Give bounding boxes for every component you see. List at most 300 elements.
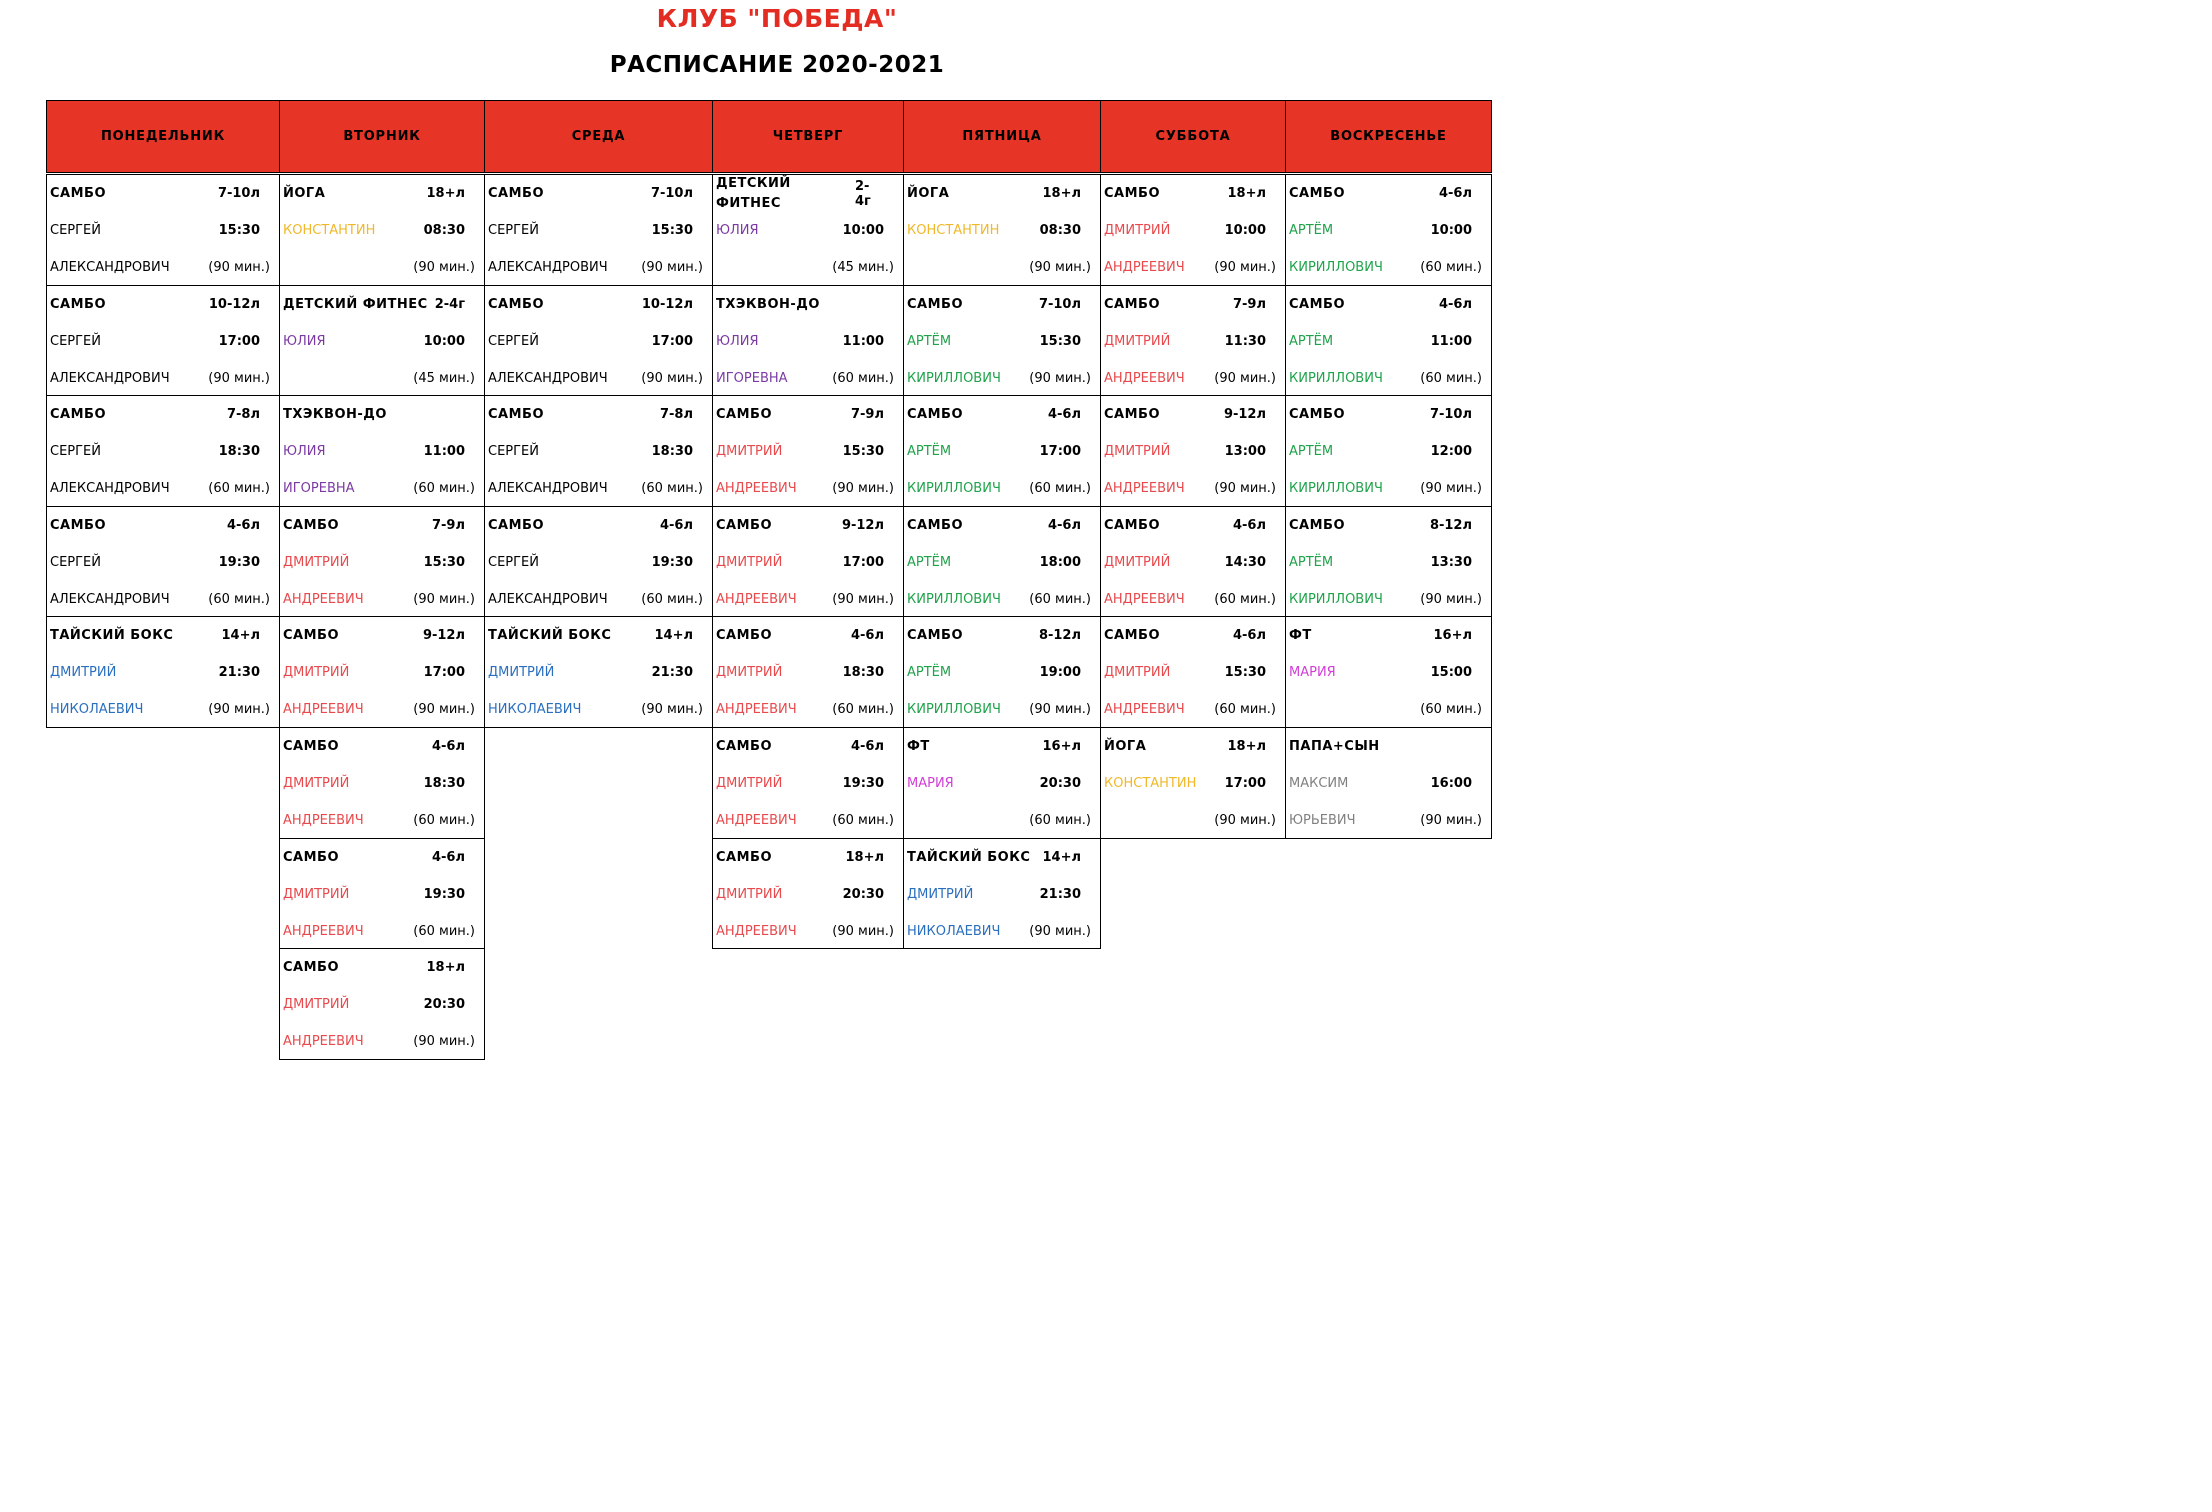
day-header: ЧЕТВЕРГ — [712, 100, 904, 173]
class-duration: (90 мин.) — [1420, 481, 1482, 496]
class-cell — [903, 506, 1101, 617]
class-duration: (90 мин.) — [413, 592, 475, 607]
class-name: САМБО — [1289, 517, 1345, 533]
trainer-first-name: АРТЁМ — [907, 334, 952, 349]
trainer-first-name: ДМИТРИЙ — [907, 887, 974, 902]
class-time: 19:00 — [1039, 665, 1081, 680]
class-name: ФТ — [907, 738, 930, 754]
class-name: САМБО — [283, 738, 339, 754]
class-duration: (60 мин.) — [832, 371, 894, 386]
class-name: ТАЙСКИЙ БОКС — [488, 627, 612, 643]
class-duration: (90 мин.) — [208, 702, 270, 717]
class-duration: (90 мин.) — [1420, 592, 1482, 607]
age-group: 7-10л — [1038, 297, 1081, 312]
class-name: САМБО — [1104, 296, 1160, 312]
class-duration: (60 мин.) — [413, 481, 475, 496]
day-header: ВОСКРЕСЕНЬЕ — [1285, 100, 1492, 173]
trainer-first-name: ДМИТРИЙ — [716, 887, 783, 902]
trainer-patronymic: АНДРЕЕВИЧ — [716, 702, 797, 717]
class-cell — [46, 616, 280, 728]
day-header: ВТОРНИК — [279, 100, 485, 173]
trainer-patronymic: АНДРЕЕВИЧ — [1104, 592, 1185, 607]
trainer-patronymic: ИГОРЕВНА — [283, 481, 355, 496]
class-cell — [1100, 727, 1286, 839]
age-group: 7-8л — [226, 407, 260, 422]
class-cell — [712, 395, 904, 507]
class-cell — [279, 506, 485, 617]
trainer-patronymic: АНДРЕЕВИЧ — [716, 592, 797, 607]
class-time: 17:00 — [1039, 444, 1081, 459]
trainer-patronymic: АНДРЕЕВИЧ — [1104, 481, 1185, 496]
age-group: 8-12л — [1038, 628, 1081, 643]
class-time: 18:30 — [423, 776, 465, 791]
class-time: 10:00 — [1430, 223, 1472, 238]
class-duration: (90 мин.) — [1214, 481, 1276, 496]
class-name: САМБО — [283, 849, 339, 865]
class-time: 10:00 — [842, 223, 884, 238]
class-name: САМБО — [50, 296, 106, 312]
trainer-first-name: КОНСТАНТИН — [1104, 776, 1197, 791]
class-duration: (90 мин.) — [1420, 813, 1482, 828]
class-cell — [1285, 174, 1492, 286]
class-duration: (60 мин.) — [1420, 702, 1482, 717]
class-name: САМБО — [716, 406, 772, 422]
trainer-first-name: КОНСТАНТИН — [283, 223, 376, 238]
class-cell — [484, 174, 713, 286]
class-cell — [279, 727, 485, 839]
class-cell — [903, 616, 1101, 728]
class-name: ДЕТСКИЙ ФИТНЕС — [716, 175, 791, 211]
class-time: 18:30 — [651, 444, 693, 459]
trainer-first-name: СЕРГЕЙ — [488, 555, 539, 570]
class-cell — [1100, 506, 1286, 617]
age-group: 16+л — [1433, 628, 1472, 643]
class-cell — [1100, 395, 1286, 507]
trainer-first-name: ЮЛИЯ — [283, 334, 326, 349]
trainer-first-name: ДМИТРИЙ — [1104, 555, 1171, 570]
age-group: 4-6л — [850, 739, 884, 754]
trainer-first-name: ДМИТРИЙ — [1104, 444, 1171, 459]
class-duration: (60 мин.) — [413, 813, 475, 828]
class-duration: (60 мин.) — [208, 481, 270, 496]
trainer-first-name: СЕРГЕЙ — [50, 444, 101, 459]
trainer-first-name: АРТЁМ — [1289, 334, 1334, 349]
class-name: ПАПА+СЫН — [1289, 738, 1380, 754]
class-name: ЙОГА — [283, 185, 326, 201]
class-cell — [1285, 506, 1492, 617]
age-group: 7-10л — [1429, 407, 1472, 422]
class-cell — [279, 838, 485, 949]
class-duration: (90 мин.) — [1214, 813, 1276, 828]
class-duration: (60 мин.) — [413, 924, 475, 939]
class-name: САМБО — [1104, 627, 1160, 643]
trainer-patronymic: АЛЕКСАНДРОВИЧ — [50, 371, 170, 386]
class-duration: (60 мин.) — [1029, 813, 1091, 828]
age-group: 4-6л — [1438, 297, 1472, 312]
class-name: САМБО — [716, 627, 772, 643]
trainer-first-name: СЕРГЕЙ — [488, 334, 539, 349]
trainer-patronymic: АНДРЕЕВИЧ — [716, 813, 797, 828]
trainer-first-name: КОНСТАНТИН — [907, 223, 1000, 238]
class-name: САМБО — [488, 185, 544, 201]
class-name: САМБО — [1104, 517, 1160, 533]
age-group: 7-10л — [217, 186, 260, 201]
class-duration: (60 мин.) — [1029, 592, 1091, 607]
age-group: 4-6л — [1047, 518, 1081, 533]
trainer-first-name: МАРИЯ — [907, 776, 954, 791]
class-name: САМБО — [283, 517, 339, 533]
class-name: САМБО — [716, 849, 772, 865]
class-time: 12:00 — [1430, 444, 1472, 459]
trainer-first-name: ДМИТРИЙ — [283, 776, 350, 791]
trainer-patronymic: АНДРЕЕВИЧ — [283, 813, 364, 828]
class-name: САМБО — [50, 517, 106, 533]
trainer-patronymic: КИРИЛЛОВИЧ — [1289, 592, 1383, 607]
trainer-first-name: СЕРГЕЙ — [50, 555, 101, 570]
trainer-patronymic: АНДРЕЕВИЧ — [283, 924, 364, 939]
age-group: 4-6л — [1438, 186, 1472, 201]
class-duration: (60 мин.) — [1420, 260, 1482, 275]
class-duration: (60 мин.) — [1214, 702, 1276, 717]
class-duration: (90 мин.) — [832, 924, 894, 939]
trainer-patronymic: НИКОЛАЕВИЧ — [488, 702, 582, 717]
age-group: 4-6л — [226, 518, 260, 533]
class-cell — [1285, 616, 1492, 728]
age-group: 4-6л — [1232, 518, 1266, 533]
class-name: ЙОГА — [907, 185, 950, 201]
class-duration: (60 мин.) — [641, 481, 703, 496]
class-time: 18:30 — [218, 444, 260, 459]
class-duration: (90 мин.) — [1029, 260, 1091, 275]
trainer-patronymic: АНДРЕЕВИЧ — [716, 481, 797, 496]
class-time: 14:30 — [1224, 555, 1266, 570]
trainer-first-name: АРТЁМ — [1289, 444, 1334, 459]
class-name: ФТ — [1289, 627, 1312, 643]
trainer-first-name: СЕРГЕЙ — [488, 444, 539, 459]
class-cell — [46, 285, 280, 396]
class-name: САМБО — [488, 517, 544, 533]
class-time: 13:30 — [1430, 555, 1472, 570]
age-group: 7-10л — [650, 186, 693, 201]
class-duration: (90 мин.) — [1214, 371, 1276, 386]
trainer-first-name: ЮЛИЯ — [283, 444, 326, 459]
class-time: 21:30 — [651, 665, 693, 680]
trainer-patronymic: АНДРЕЕВИЧ — [1104, 371, 1185, 386]
age-group: 9-12л — [841, 518, 884, 533]
class-name: САМБО — [716, 517, 772, 533]
class-time: 15:00 — [1430, 665, 1472, 680]
trainer-first-name: СЕРГЕЙ — [50, 223, 101, 238]
class-time: 15:30 — [423, 555, 465, 570]
trainer-first-name: ДМИТРИЙ — [488, 665, 555, 680]
trainer-patronymic: АНДРЕЕВИЧ — [283, 702, 364, 717]
class-cell — [1285, 395, 1492, 507]
class-time: 17:00 — [423, 665, 465, 680]
age-group: 18+л — [1042, 186, 1081, 201]
class-duration: (60 мин.) — [1029, 481, 1091, 496]
class-name: САМБО — [283, 627, 339, 643]
class-cell — [1100, 616, 1286, 728]
class-cell — [712, 174, 904, 286]
class-cell — [903, 174, 1101, 286]
class-cell — [279, 174, 485, 286]
age-group: 18+л — [1227, 186, 1266, 201]
trainer-patronymic: КИРИЛЛОВИЧ — [1289, 371, 1383, 386]
class-time: 10:00 — [1224, 223, 1266, 238]
class-name: САМБО — [50, 406, 106, 422]
class-time: 17:00 — [1224, 776, 1266, 791]
class-duration: (90 мин.) — [641, 260, 703, 275]
age-group: 9-12л — [1223, 407, 1266, 422]
trainer-first-name: ДМИТРИЙ — [1104, 334, 1171, 349]
trainer-patronymic: АЛЕКСАНДРОВИЧ — [50, 260, 170, 275]
class-duration: (90 мин.) — [1029, 924, 1091, 939]
trainer-first-name: ЮЛИЯ — [716, 334, 759, 349]
class-time: 15:30 — [842, 444, 884, 459]
class-cell — [1285, 727, 1492, 839]
class-name: САМБО — [50, 185, 106, 201]
trainer-patronymic: ЮРЬЕВИЧ — [1289, 813, 1356, 828]
class-cell — [1100, 174, 1286, 286]
age-group: 18+л — [845, 850, 884, 865]
class-cell — [712, 838, 904, 949]
trainer-first-name: СЕРГЕЙ — [488, 223, 539, 238]
trainer-first-name: ДМИТРИЙ — [1104, 665, 1171, 680]
age-group: 7-9л — [850, 407, 884, 422]
class-cell — [903, 285, 1101, 396]
class-name: САМБО — [716, 738, 772, 754]
age-group: 7-9л — [431, 518, 465, 533]
class-duration: (90 мин.) — [1029, 371, 1091, 386]
trainer-first-name: ДМИТРИЙ — [716, 776, 783, 791]
club-title: КЛУБ "ПОБЕДА" — [656, 4, 898, 33]
trainer-patronymic: КИРИЛЛОВИЧ — [907, 702, 1001, 717]
class-duration: (60 мин.) — [832, 813, 894, 828]
class-name: САМБО — [1104, 406, 1160, 422]
class-duration: (60 мин.) — [1214, 592, 1276, 607]
class-time: 19:30 — [651, 555, 693, 570]
age-group: 18+л — [426, 186, 465, 201]
class-time: 17:00 — [218, 334, 260, 349]
age-group: 16+л — [1042, 739, 1081, 754]
class-name: САМБО — [907, 406, 963, 422]
class-time: 13:00 — [1224, 444, 1266, 459]
class-time: 20:30 — [842, 887, 884, 902]
class-time: 20:30 — [1039, 776, 1081, 791]
class-cell — [46, 506, 280, 617]
trainer-patronymic: АЛЕКСАНДРОВИЧ — [488, 371, 608, 386]
trainer-first-name: СЕРГЕЙ — [50, 334, 101, 349]
class-cell — [279, 948, 485, 1060]
class-cell — [1100, 285, 1286, 396]
trainer-patronymic: КИРИЛЛОВИЧ — [1289, 260, 1383, 275]
class-duration: (90 мин.) — [832, 592, 894, 607]
age-group: 4-6л — [850, 628, 884, 643]
class-time: 18:00 — [1039, 555, 1081, 570]
trainer-first-name: ДМИТРИЙ — [1104, 223, 1171, 238]
class-name: САМБО — [1104, 185, 1160, 201]
class-duration: (90 мин.) — [413, 260, 475, 275]
class-time: 15:30 — [218, 223, 260, 238]
trainer-first-name: ЮЛИЯ — [716, 223, 759, 238]
class-time: 11:30 — [1224, 334, 1266, 349]
class-name: ЙОГА — [1104, 738, 1147, 754]
class-name: ТХЭКВОН-ДО — [283, 406, 387, 422]
class-name: САМБО — [907, 517, 963, 533]
class-duration: (90 мин.) — [1029, 702, 1091, 717]
age-group: 14+л — [221, 628, 260, 643]
age-group: 2-4г — [434, 297, 465, 312]
age-group: 18+л — [1227, 739, 1266, 754]
schedule-title: РАСПИСАНИЕ 2020-2021 — [609, 52, 945, 78]
class-time: 11:00 — [842, 334, 884, 349]
class-duration: (60 мин.) — [208, 592, 270, 607]
class-duration: (45 мин.) — [832, 260, 894, 275]
class-cell — [712, 616, 904, 728]
trainer-patronymic: АНДРЕЕВИЧ — [1104, 702, 1185, 717]
age-group: 7-9л — [1232, 297, 1266, 312]
class-cell — [46, 395, 280, 507]
class-duration: (90 мин.) — [208, 260, 270, 275]
trainer-patronymic: КИРИЛЛОВИЧ — [907, 371, 1001, 386]
class-time: 08:30 — [423, 223, 465, 238]
trainer-first-name: МАРИЯ — [1289, 665, 1336, 680]
class-cell — [279, 616, 485, 728]
class-cell — [1285, 285, 1492, 396]
class-cell — [279, 285, 485, 396]
class-duration: (90 мин.) — [641, 371, 703, 386]
class-time: 15:30 — [1039, 334, 1081, 349]
age-group: 14+л — [654, 628, 693, 643]
class-duration: (45 мин.) — [413, 371, 475, 386]
class-duration: (60 мин.) — [832, 702, 894, 717]
class-name: САМБО — [488, 406, 544, 422]
class-name: САМБО — [1289, 185, 1345, 201]
class-cell — [484, 616, 713, 728]
age-group: 4-6л — [1232, 628, 1266, 643]
trainer-first-name: ДМИТРИЙ — [716, 555, 783, 570]
class-time: 19:30 — [423, 887, 465, 902]
trainer-first-name: МАКСИМ — [1289, 776, 1349, 791]
class-time: 21:30 — [218, 665, 260, 680]
age-group: 9-12л — [422, 628, 465, 643]
trainer-patronymic: ИГОРЕВНА — [716, 371, 788, 386]
trainer-patronymic: НИКОЛАЕВИЧ — [907, 924, 1001, 939]
class-time: 15:30 — [1224, 665, 1266, 680]
trainer-first-name: ДМИТРИЙ — [716, 444, 783, 459]
age-group: 10-12л — [641, 297, 693, 312]
day-header: СРЕДА — [484, 100, 713, 173]
class-cell — [46, 174, 280, 286]
class-cell — [712, 506, 904, 617]
class-time: 10:00 — [423, 334, 465, 349]
class-name: ТАЙСКИЙ БОКС — [907, 849, 1031, 865]
trainer-first-name: ДМИТРИЙ — [50, 665, 117, 680]
age-group: 8-12л — [1429, 518, 1472, 533]
class-time: 21:30 — [1039, 887, 1081, 902]
class-time: 11:00 — [423, 444, 465, 459]
class-duration: (60 мин.) — [641, 592, 703, 607]
class-name: САМБО — [283, 959, 339, 975]
class-duration: (90 мин.) — [413, 1034, 475, 1049]
trainer-patronymic: АЛЕКСАНДРОВИЧ — [488, 592, 608, 607]
class-cell — [903, 838, 1101, 949]
class-duration: (90 мин.) — [208, 371, 270, 386]
class-cell — [712, 285, 904, 396]
age-group: 18+л — [426, 960, 465, 975]
trainer-patronymic: АНДРЕЕВИЧ — [716, 924, 797, 939]
class-duration: (90 мин.) — [1214, 260, 1276, 275]
age-group: 4-6л — [1047, 407, 1081, 422]
trainer-first-name: АРТЁМ — [907, 444, 952, 459]
trainer-patronymic: КИРИЛЛОВИЧ — [907, 592, 1001, 607]
class-time: 18:30 — [842, 665, 884, 680]
class-name: ДЕТСКИЙ ФИТНЕС — [283, 296, 428, 312]
trainer-first-name: АРТЁМ — [1289, 555, 1334, 570]
day-header: СУББОТА — [1100, 100, 1286, 173]
class-cell — [712, 727, 904, 839]
age-group: 4-6л — [431, 739, 465, 754]
trainer-patronymic: АНДРЕЕВИЧ — [283, 592, 364, 607]
trainer-first-name: АРТЁМ — [1289, 223, 1334, 238]
class-name: САМБО — [488, 296, 544, 312]
age-group: 4-6л — [431, 850, 465, 865]
class-cell — [484, 395, 713, 507]
trainer-patronymic: НИКОЛАЕВИЧ — [50, 702, 144, 717]
trainer-patronymic: АНДРЕЕВИЧ — [283, 1034, 364, 1049]
trainer-patronymic: АЛЕКСАНДРОВИЧ — [488, 260, 608, 275]
class-name: ТАЙСКИЙ БОКС — [50, 627, 174, 643]
trainer-patronymic: АЛЕКСАНДРОВИЧ — [50, 481, 170, 496]
trainer-first-name: ДМИТРИЙ — [283, 555, 350, 570]
class-time: 19:30 — [842, 776, 884, 791]
class-cell — [903, 395, 1101, 507]
trainer-first-name: ДМИТРИЙ — [283, 887, 350, 902]
class-duration: (60 мин.) — [1420, 371, 1482, 386]
day-header: ПОНЕДЕЛЬНИК — [46, 100, 280, 173]
class-time: 15:30 — [651, 223, 693, 238]
trainer-first-name: АРТЁМ — [907, 665, 952, 680]
trainer-patronymic: АНДРЕЕВИЧ — [1104, 260, 1185, 275]
trainer-first-name: ДМИТРИЙ — [283, 665, 350, 680]
class-cell — [903, 727, 1101, 839]
class-name: САМБО — [1289, 406, 1345, 422]
trainer-first-name: АРТЁМ — [907, 555, 952, 570]
trainer-patronymic: КИРИЛЛОВИЧ — [907, 481, 1001, 496]
class-name: САМБО — [1289, 296, 1345, 312]
age-group: 7-8л — [659, 407, 693, 422]
class-time: 20:30 — [423, 997, 465, 1012]
class-name: ТХЭКВОН-ДО — [716, 296, 820, 312]
trainer-first-name: ДМИТРИЙ — [716, 665, 783, 680]
trainer-first-name: ДМИТРИЙ — [283, 997, 350, 1012]
trainer-patronymic: АЛЕКСАНДРОВИЧ — [488, 481, 608, 496]
class-time: 16:00 — [1430, 776, 1472, 791]
trainer-patronymic: КИРИЛЛОВИЧ — [1289, 481, 1383, 496]
class-time: 08:30 — [1039, 223, 1081, 238]
trainer-patronymic: АЛЕКСАНДРОВИЧ — [50, 592, 170, 607]
age-group: 4-6л — [659, 518, 693, 533]
age-group: 14+л — [1042, 850, 1081, 865]
class-time: 17:00 — [651, 334, 693, 349]
class-cell — [484, 506, 713, 617]
class-name: САМБО — [907, 296, 963, 312]
class-cell — [279, 395, 485, 507]
class-time: 19:30 — [218, 555, 260, 570]
class-duration: (90 мин.) — [832, 481, 894, 496]
day-header: ПЯТНИЦА — [903, 100, 1101, 173]
class-time: 17:00 — [842, 555, 884, 570]
